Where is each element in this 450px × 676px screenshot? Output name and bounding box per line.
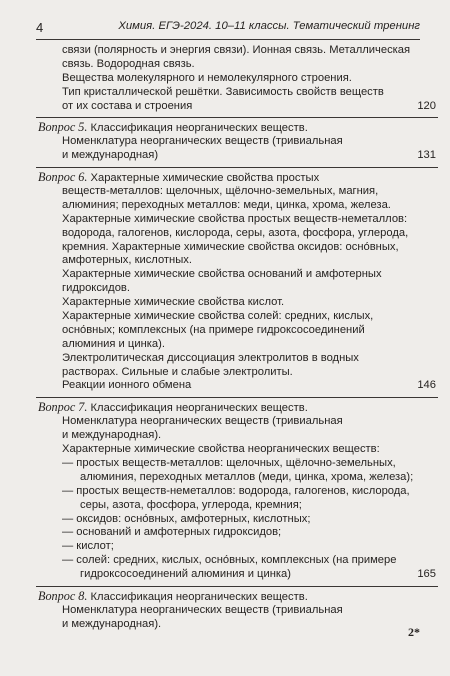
toc-line: растворах. Сильные и слабые электролиты.: [62, 365, 293, 378]
toc-line: веществ-металлов: щелочных, щёлочно-земельных, магния,: [62, 185, 379, 198]
toc-line: амфотерных, кислотных.: [62, 254, 192, 267]
toc-line: связи (полярность и энергия связи). Ионная связь. Металлическая: [62, 44, 411, 56]
question-label: Вопрос 7.: [38, 400, 88, 415]
toc-line: осно́вных; комплексных (на примере гидроксосоединений: [62, 323, 365, 336]
toc-entry-q8: [38, 588, 436, 632]
signature-mark: 2*: [408, 625, 420, 639]
toc-line: Электролитическая диссоциация электролитов в водных: [62, 351, 359, 364]
toc-entry-q6: [38, 170, 436, 393]
entry-divider: [36, 167, 438, 168]
toc-line: и международная).: [62, 617, 162, 630]
toc-entry-q7: [38, 400, 436, 582]
toc-line: Характерные химические свойства простых веществ-неметаллов:: [62, 212, 408, 225]
toc-line: Реакции ионного обмена: [62, 379, 192, 392]
toc-content: [38, 44, 436, 632]
toc-list-item: — кислот;: [62, 540, 114, 553]
page-number: 4: [36, 20, 44, 35]
toc-line: Характерные химические свойства оснований и амфотерных: [62, 268, 382, 281]
toc-line: Характерные химические свойства солей: средних, кислых,: [62, 310, 374, 323]
page-ref: 146: [417, 379, 436, 392]
question-title: Классификация неорганических веществ.: [90, 402, 308, 415]
header-rule: [36, 39, 420, 40]
toc-line: Номенклатура неорганических веществ (тривиальная: [62, 603, 343, 616]
toc-line: Характерные химические свойства кислот.: [62, 296, 285, 309]
toc-list-item-cont: алюминия, переходных металлов (меди, цинка, хрома, железа);: [80, 470, 414, 483]
question-label: Вопрос 6.: [38, 170, 88, 185]
toc-entry-intro: [62, 44, 436, 113]
entry-divider: [36, 117, 438, 118]
page-header: [36, 20, 420, 36]
toc-line: гидроксидов.: [62, 282, 130, 295]
entry-divider: [36, 586, 438, 587]
toc-line: от их состава и строения: [62, 99, 193, 112]
toc-line: и международная).: [62, 429, 162, 442]
page-ref: 131: [417, 149, 436, 162]
toc-line: Тип кристаллической решётки. Зависимость свойств веществ: [62, 85, 384, 98]
entry-divider: [36, 397, 438, 398]
toc-list-item-cont: гидроксосоединений алюминия и цинка): [80, 568, 291, 581]
toc-line: алюминия; переходных металлов: меди, цинка, хрома, железа.: [62, 198, 391, 211]
toc-line: Вещества молекулярного и немолекулярного строения.: [62, 71, 352, 84]
question-label: Вопрос 8.: [38, 588, 88, 603]
toc-list-item: — оксидов: осно́вных, амфотерных, кислотных;: [62, 512, 311, 525]
toc-line: и международная): [62, 149, 159, 162]
toc-list-item-cont: серы, азота, фосфора, углерода, кремния;: [80, 498, 302, 511]
question-label: Вопрос 5.: [38, 120, 88, 135]
question-title: Классификация неорганических веществ.: [90, 590, 308, 603]
question-title: Характерные химические свойства простых: [90, 172, 320, 185]
toc-line: кремния. Характерные химические свойства оксидов: осно́вных,: [62, 240, 399, 253]
toc-line: Номенклатура неорганических веществ (тривиальная: [62, 135, 343, 148]
toc-line: Характерные химические свойства неорганических веществ:: [62, 443, 380, 456]
toc-line: водорода, галогенов, кислорода, серы, азота, фосфора, углерода,: [62, 226, 409, 239]
page-ref: 165: [417, 568, 436, 581]
toc-line: Номенклатура неорганических веществ (тривиальная: [62, 415, 343, 428]
toc-line: связь. Водородная связь.: [62, 57, 195, 70]
toc-list-item: — простых веществ-неметаллов: водорода, галогенов, кислорода,: [62, 484, 410, 497]
toc-entry-q5: [38, 120, 436, 163]
toc-list-item: — оснований и амфотерных гидроксидов;: [62, 526, 282, 539]
running-title: Химия. ЕГЭ-2024. 10–11 классы. Тематический тренинг: [118, 20, 420, 32]
toc-list-item: — простых веществ-металлов: щелочных, щёлочно-земельных,: [62, 456, 396, 469]
toc-list-item: — солей: средних, кислых, осно́вных, комплексных (на примере: [62, 554, 397, 567]
toc-line: алюминия и цинка).: [62, 337, 165, 350]
question-title: Классификация неорганических веществ.: [90, 122, 308, 135]
page-ref: 120: [417, 99, 436, 112]
